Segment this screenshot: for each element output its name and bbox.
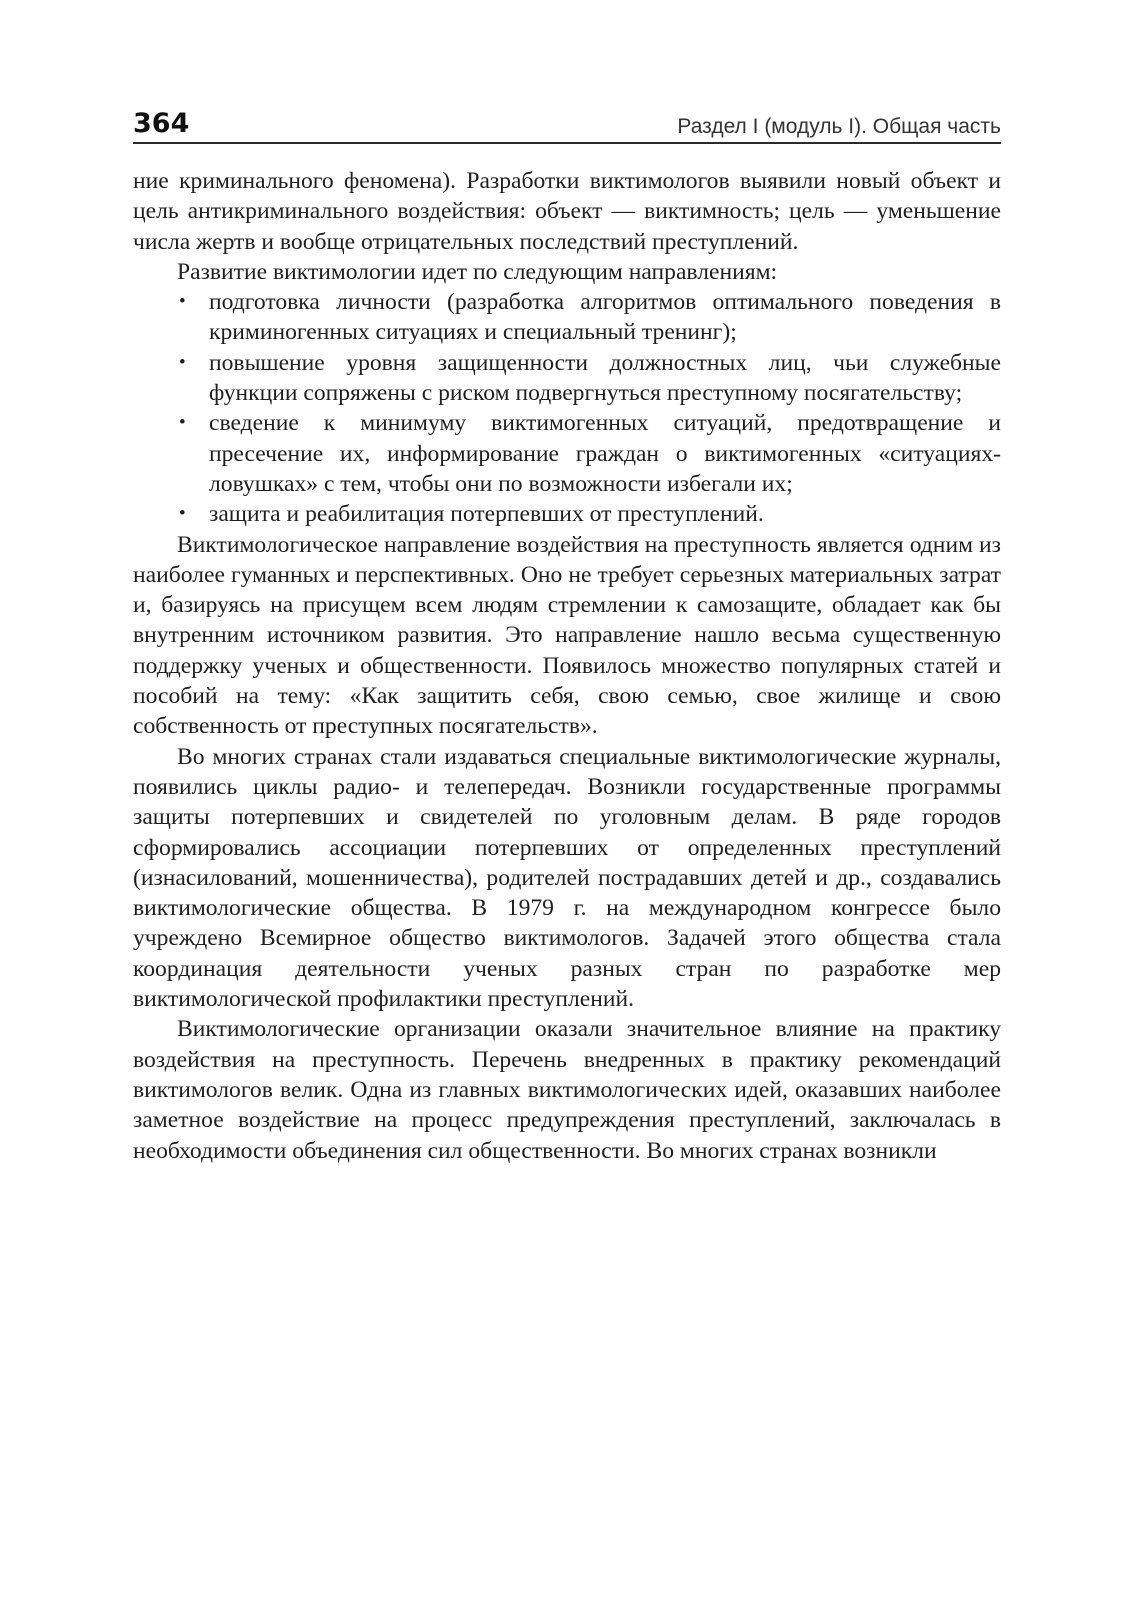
bullet-icon: • <box>179 503 186 525</box>
list-item <box>133 499 1001 529</box>
list-item <box>133 287 1001 348</box>
paragraph-list-intro: Развитие виктимологии идет по следующим направлениям: <box>177 258 778 285</box>
paragraph: Виктимологические организации оказали значительное влияние на практику воздействия на преступность. Перечень внедренных в практику рекомендаций виктимологов велик. Одна из главных виктимологических идей, оказавших наиболее заметное воздействие на процесс предупреждения преступлений, заключалась в необходимости объединения сил общественности. Во многих странах возникли <box>133 1016 1001 1164</box>
page-header <box>133 106 1001 144</box>
bullet-list <box>133 287 1001 529</box>
body-text <box>133 166 1001 1166</box>
running-head: Раздел I (модуль I). Общая часть <box>677 115 1001 138</box>
list-item-text: подготовка личности (разработка алгоритмов оптимального поведения в криминогенных ситуациях и специальный тренинг); <box>209 289 1001 346</box>
list-item-text: защита и реабилитация потерпевших от преступлений. <box>209 501 764 528</box>
paragraph: Виктимологическое направление воздействия на преступность является одним из наиболее гуманных и перспективных. Оно не требует серьезных материальных затрат и, базируясь на присущем всем людям стремлении к самозащите, обладает как бы внутренним источником развития. Это направление нашло весьма существенную поддержку ученых и общественности. Появилось множество популярных статей и пособий на тему: «Как защитить себя, свою семью, свое жилище и свою собственность от преступных посягательств». <box>133 531 1001 740</box>
list-item-text: повышение уровня защищенности должностных лиц, чьи служебные функции сопряжены с риском подвергнуться преступному посягательству; <box>209 349 1001 407</box>
paragraph-continuation: ние криминального феномена). Разработки виктимологов выявили новый объект и цель антикриминального воздействия: объект — виктимность; цель — уменьшение числа жертв и вообще отрицательных последствий преступлений. <box>133 168 1001 255</box>
list-item <box>133 408 1001 499</box>
bullet-icon: • <box>179 412 186 434</box>
list-item <box>133 348 1001 409</box>
bullet-icon: • <box>179 291 186 313</box>
book-page <box>133 106 1001 1166</box>
bullet-icon: • <box>179 351 186 373</box>
paragraph: Во многих странах стали издаваться специальные виктимологические журналы, появились циклы радио- и телепередач. Возникли государственные программы защиты потерпевших и свидетелей по уголовным делам. В ряде городов сформировались ассоциации потерпевших от определенных преступлений (изнасилований, мошенничества), родителей пострадавших детей и др., создавались виктимологические общества. В 1979 г. на международном конгрессе было учреждено Всемирное общество виктимологов. Задачей этого общества стала координация деятельности ученых разных стран по разработке мер виктимологической профилактики преступлений. <box>133 743 1001 1013</box>
page-number: 364 <box>133 108 190 139</box>
list-item-text: сведение к минимуму виктимогенных ситуаций, предотвращение и пресечение их, информирование граждан о виктимогенных «ситуациях-ловушках» с тем, чтобы они по возможности избегали их; <box>209 410 1001 497</box>
